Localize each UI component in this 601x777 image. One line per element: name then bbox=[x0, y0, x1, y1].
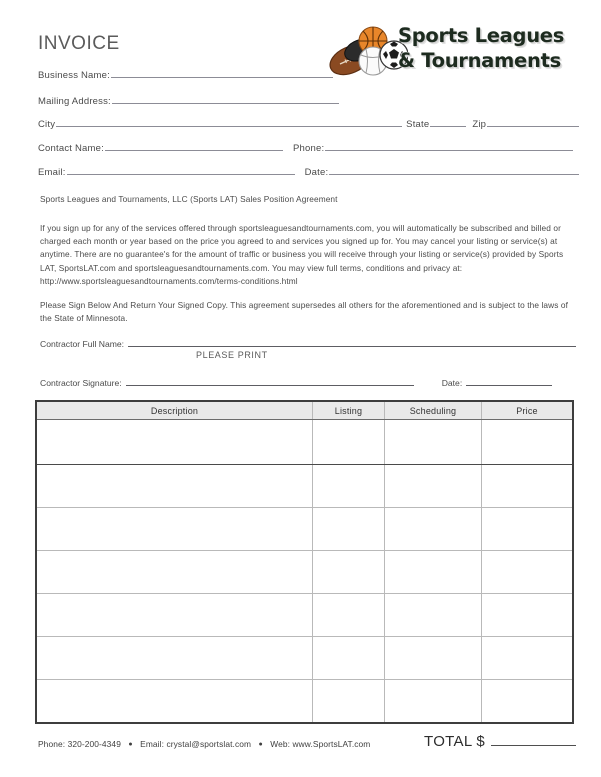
cell-description[interactable] bbox=[36, 594, 313, 637]
email-input[interactable] bbox=[67, 165, 295, 175]
email-label: Email: bbox=[38, 167, 66, 178]
cell-scheduling[interactable] bbox=[385, 637, 482, 680]
agreement-paragraph-2: Please Sign Below And Return Your Signed Copy. This agreement supersedes all others for the aforementioned and is subject to the laws of the State of Minnesota. bbox=[40, 300, 569, 324]
contractor-signature-input[interactable] bbox=[126, 377, 414, 386]
cell-listing[interactable] bbox=[313, 594, 385, 637]
please-print-note: PLEASE PRINT bbox=[196, 350, 268, 360]
footer-email-label: Email: bbox=[140, 739, 165, 749]
cell-listing[interactable] bbox=[313, 551, 385, 594]
date-input[interactable] bbox=[329, 165, 579, 175]
table-body bbox=[36, 420, 573, 724]
cell-listing[interactable] bbox=[313, 637, 385, 680]
state-label: State bbox=[406, 119, 430, 130]
date-label: Date: bbox=[304, 167, 329, 178]
field-city-state-zip bbox=[38, 117, 579, 130]
zip-label: Zip bbox=[472, 119, 487, 130]
company-logo bbox=[324, 22, 574, 80]
column-header-scheduling: Scheduling bbox=[385, 401, 482, 420]
cell-price[interactable] bbox=[482, 594, 574, 637]
table-row[interactable] bbox=[36, 680, 573, 724]
cell-price[interactable] bbox=[482, 551, 574, 594]
cell-listing[interactable] bbox=[313, 680, 385, 724]
city-label: City bbox=[38, 119, 56, 130]
bullet-separator-icon: ● bbox=[258, 741, 263, 749]
agreement-paragraph-1: If you sign up for any of the services offered through sportsleaguesandtournaments.com, you will automatically be subscribed and billed or charged each month or year based on the price you agreed to and services you signed up for. You may cancel your listing or service(s) at anytime. There are no guarantee's for the amount of traffic or business you will receive through your listing or service(s) provided by Sports LAT, SportsLAT.com and sportsleaguesandtournaments.com. You may view full terms, conditions and privacy at: http://www.sportsleaguesandtournaments.com/terms-conditions.html bbox=[40, 223, 564, 286]
table-row[interactable] bbox=[36, 594, 573, 637]
cell-listing[interactable] bbox=[313, 465, 385, 508]
cell-scheduling[interactable] bbox=[385, 594, 482, 637]
table-header-row bbox=[36, 401, 573, 420]
contractor-full-name-input[interactable] bbox=[128, 338, 576, 347]
footer-phone-label: Phone: bbox=[38, 739, 66, 749]
cell-description[interactable] bbox=[36, 420, 313, 465]
table-row[interactable] bbox=[36, 465, 573, 508]
phone-input[interactable] bbox=[325, 141, 573, 151]
contractor-full-name-label: Contractor Full Name: bbox=[40, 339, 125, 349]
business-name-label: Business Name: bbox=[38, 70, 110, 81]
cell-price[interactable] bbox=[482, 637, 574, 680]
state-input[interactable] bbox=[430, 117, 466, 127]
contractor-signature-label: Contractor Signature: bbox=[40, 378, 122, 388]
table-row[interactable] bbox=[36, 551, 573, 594]
cell-scheduling[interactable] bbox=[385, 551, 482, 594]
agreement-heading: Sports Leagues and Tournaments, LLC (Sports LAT) Sales Position Agreement bbox=[40, 194, 338, 204]
cell-scheduling[interactable] bbox=[385, 465, 482, 508]
cell-description[interactable] bbox=[36, 465, 313, 508]
column-header-description: Description bbox=[36, 401, 313, 420]
column-header-price: Price bbox=[482, 401, 574, 420]
contractor-signature-row bbox=[40, 377, 552, 388]
cell-description[interactable] bbox=[36, 551, 313, 594]
total-label: TOTAL $ bbox=[424, 733, 486, 750]
footer-web-value[interactable]: www.SportsLAT.com bbox=[292, 739, 371, 749]
signature-date-label: Date: bbox=[441, 378, 463, 388]
table-row[interactable] bbox=[36, 420, 573, 465]
contact-name-label: Contact Name: bbox=[38, 143, 104, 154]
footer-email-value[interactable]: crystal@sportslat.com bbox=[166, 739, 252, 749]
cell-price[interactable] bbox=[482, 420, 574, 465]
cell-description[interactable] bbox=[36, 508, 313, 551]
field-business-name bbox=[38, 68, 333, 81]
table-header bbox=[36, 401, 573, 420]
table-row[interactable] bbox=[36, 508, 573, 551]
mailing-address-input[interactable] bbox=[112, 94, 339, 104]
page-title: INVOICE bbox=[38, 33, 120, 54]
phone-label: Phone: bbox=[292, 143, 325, 154]
cell-price[interactable] bbox=[482, 465, 574, 508]
field-email-date bbox=[38, 165, 579, 178]
total-section bbox=[424, 733, 576, 750]
cell-description[interactable] bbox=[36, 680, 313, 724]
zip-input[interactable] bbox=[487, 117, 579, 127]
cell-scheduling[interactable] bbox=[385, 420, 482, 465]
logo-wordmark bbox=[398, 23, 574, 73]
cell-scheduling[interactable] bbox=[385, 508, 482, 551]
cell-description[interactable] bbox=[36, 637, 313, 680]
sports-balls-icon bbox=[328, 24, 408, 78]
field-contact-phone bbox=[38, 141, 573, 154]
footer-contact-info bbox=[38, 739, 370, 749]
contractor-full-name-row bbox=[40, 338, 576, 349]
logo-line-2: & Tournaments bbox=[398, 49, 561, 72]
cell-listing[interactable] bbox=[313, 420, 385, 465]
footer-phone-value: 320-200-4349 bbox=[67, 739, 121, 749]
cell-price[interactable] bbox=[482, 680, 574, 724]
logo-line-1: Sports Leagues bbox=[398, 24, 565, 47]
column-header-listing: Listing bbox=[313, 401, 385, 420]
mailing-address-label: Mailing Address: bbox=[38, 96, 111, 107]
city-input[interactable] bbox=[56, 117, 402, 127]
cell-scheduling[interactable] bbox=[385, 680, 482, 724]
footer-web-label: Web: bbox=[270, 739, 291, 749]
total-input[interactable] bbox=[491, 733, 576, 746]
bullet-separator-icon: ● bbox=[128, 741, 133, 749]
field-mailing-address bbox=[38, 94, 339, 107]
cell-listing[interactable] bbox=[313, 508, 385, 551]
table-row[interactable] bbox=[36, 637, 573, 680]
cell-price[interactable] bbox=[482, 508, 574, 551]
line-items-table bbox=[35, 400, 574, 724]
contact-name-input[interactable] bbox=[105, 141, 283, 151]
business-name-input[interactable] bbox=[111, 68, 333, 78]
signature-date-input[interactable] bbox=[466, 377, 552, 386]
